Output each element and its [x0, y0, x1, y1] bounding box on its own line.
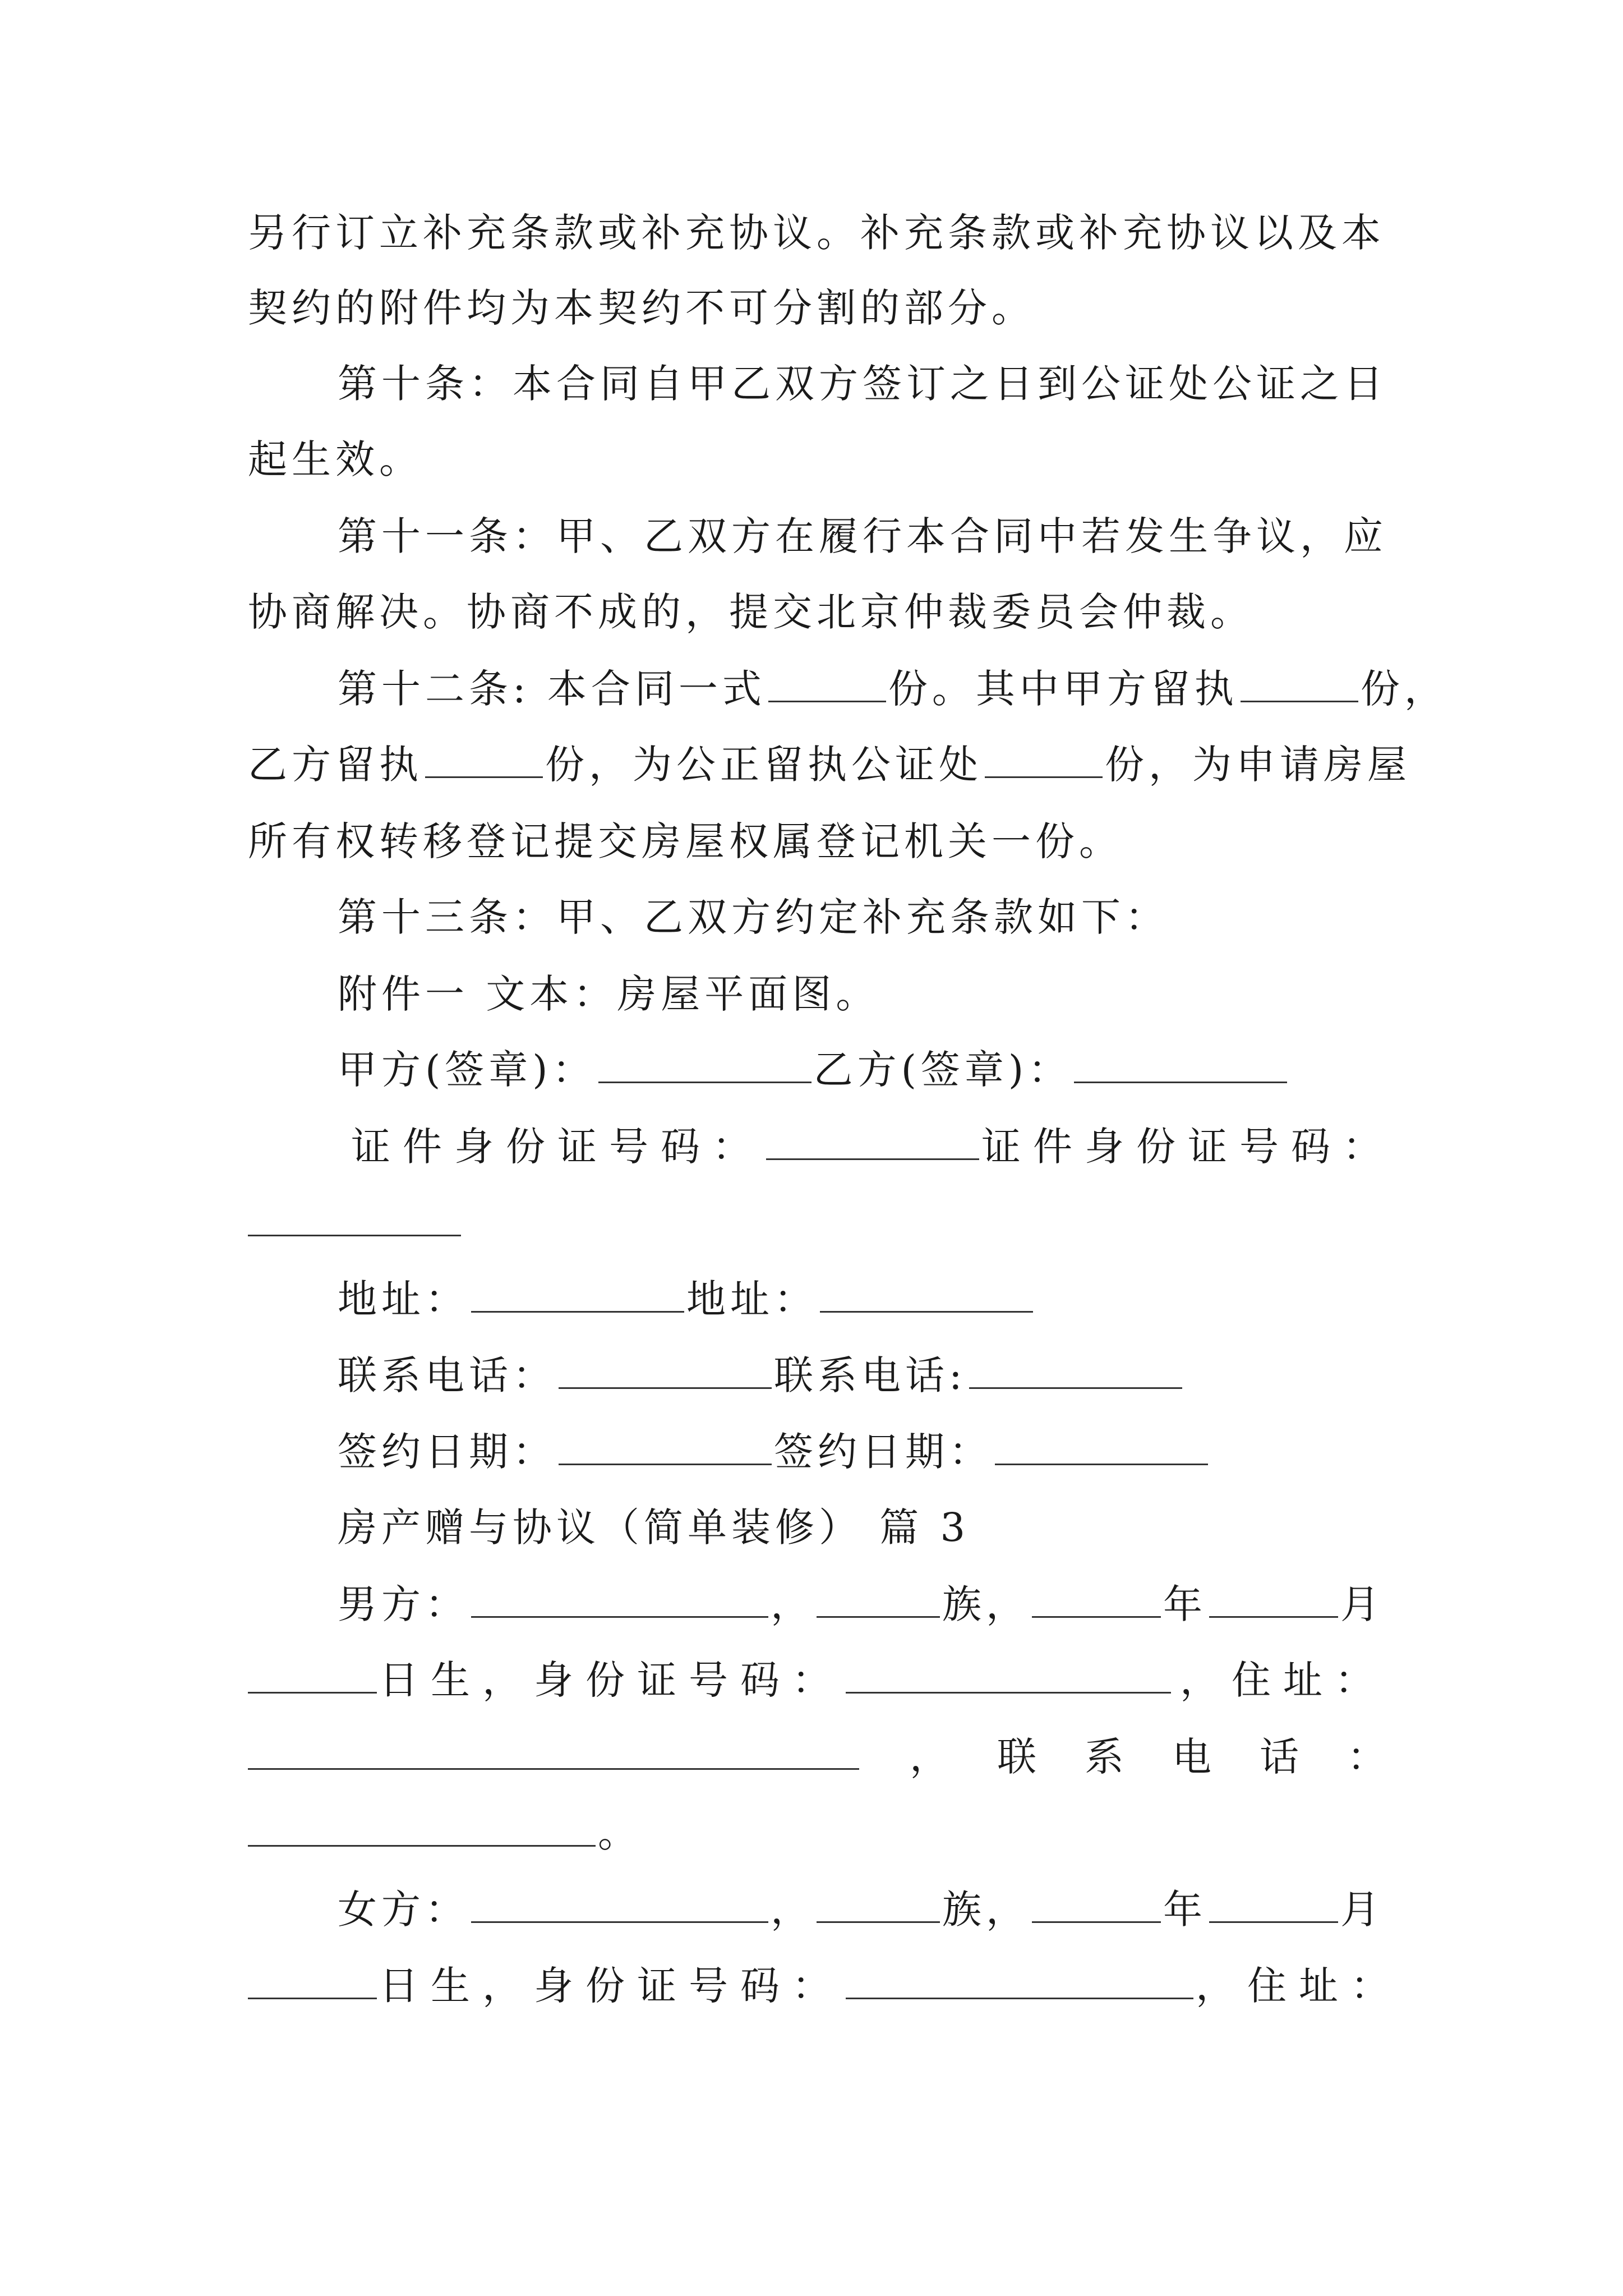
party-b-date-label: 签约日期： [774, 1429, 993, 1475]
article-12-end: 所有权转移登记提交房屋权属登记机关一份。 [248, 818, 1123, 864]
party-b-address-blank[interactable] [820, 1272, 1033, 1313]
husband-phone-blank[interactable] [248, 1806, 596, 1847]
wife-id-label: 日生，身份证号码： [379, 1963, 843, 2009]
husband-name-blank[interactable] [471, 1577, 768, 1618]
party-b-sign-blank[interactable] [1074, 1042, 1287, 1083]
wife-comma: ， [771, 1887, 814, 1932]
section-heading: 房产赠与协议（简单装修） 篇 3 [338, 1504, 970, 1550]
party-b-sign-label: 乙方(签章)： [813, 1047, 1072, 1093]
article-10: 第十条：本合同自甲乙双方签订之日到公证处公证之日 [338, 361, 1387, 407]
date-line [338, 1424, 1210, 1480]
wife-year-label: 年 [1163, 1887, 1207, 1932]
wife-id-blank[interactable] [846, 1958, 1193, 1999]
party-a-id-label: 证件身份证号码： [351, 1124, 764, 1170]
phone-char-1: 联 [997, 1734, 1036, 1780]
husband-phone-line [248, 1805, 642, 1861]
copies-party-a-blank[interactable] [1241, 661, 1358, 702]
phone-line [338, 1347, 1184, 1404]
party-a-id-blank[interactable] [766, 1119, 979, 1160]
address-line [338, 1271, 1035, 1327]
husband-ethnicity-blank[interactable] [817, 1577, 940, 1618]
husband-month-label: 月 [1340, 1581, 1384, 1627]
party-a-address-label: 地址： [338, 1276, 469, 1322]
party-b-id-label: 证件身份证号码： [981, 1124, 1394, 1170]
article-12 [338, 661, 1448, 717]
wife-day-blank[interactable] [248, 1958, 377, 1999]
party-b-phone-label: 联系电话: [774, 1352, 967, 1398]
copies-notary-blank[interactable] [985, 737, 1103, 778]
party-a-sign-label: 甲方(签章)： [338, 1047, 596, 1093]
party-b-date-blank[interactable] [995, 1424, 1208, 1465]
husband-year-label: 年 [1163, 1581, 1207, 1627]
article-12-text-f: 份，为申请房屋 [1105, 742, 1411, 788]
wife-label: 女方： [338, 1887, 469, 1932]
text-line-2: 契约的附件均为本契约不可分割的部分。 [248, 285, 1035, 331]
party-a-sign-blank[interactable] [598, 1042, 811, 1083]
phone-char-2: 系 [1085, 1734, 1124, 1780]
husband-year-blank[interactable] [1032, 1577, 1161, 1618]
husband-label: 男方： [338, 1581, 469, 1627]
article-13: 第十三条：甲、乙双方约定补充条款如下： [338, 894, 1169, 940]
husband-month-blank[interactable] [1209, 1577, 1338, 1618]
husband-address-line [248, 1729, 1386, 1785]
wife-address-label: ，住址： [1196, 1963, 1402, 2009]
party-a-phone-label: 联系电话： [338, 1352, 556, 1398]
article-11: 第十一条：甲、乙双方在履行本合同中若发生争议，应 [338, 513, 1387, 559]
party-a-phone-blank[interactable] [559, 1348, 772, 1389]
id-number-line [351, 1119, 1394, 1175]
husband-ethnicity-label: 族， [942, 1581, 1030, 1627]
husband-address-blank[interactable] [248, 1729, 859, 1770]
husband-comma: ， [771, 1581, 814, 1627]
article-12-text-a: 第十二条: 本合同一式 [338, 666, 766, 712]
husband-id-blank[interactable] [846, 1653, 1171, 1694]
attachment-1: 附件一 文本：房屋平面图。 [338, 971, 880, 1017]
copies-party-b-blank[interactable] [425, 737, 543, 778]
husband-address-label: ，住址： [1180, 1657, 1386, 1703]
wife-id-line [248, 1958, 1402, 2014]
phone-char-4: 话 [1260, 1734, 1299, 1780]
article-12-cont [248, 737, 1411, 793]
article-12-text-d: 乙方留执 [248, 742, 423, 788]
husband-id-line [248, 1652, 1386, 1708]
phone-char-3: 电 [1172, 1734, 1211, 1780]
wife-line [338, 1881, 1384, 1938]
wife-ethnicity-label: 族， [942, 1887, 1030, 1932]
phone-colon: ： [1347, 1734, 1386, 1780]
signature-line [338, 1042, 1289, 1098]
article-11-cont: 协商解决。协商不成的，提交北京仲裁委员会仲裁。 [248, 589, 1254, 635]
husband-line [338, 1576, 1384, 1632]
party-b-address-label: 地址： [686, 1276, 818, 1322]
article-12-text-b: 份。其中甲方留执 [888, 666, 1238, 712]
wife-year-blank[interactable] [1032, 1882, 1161, 1923]
party-b-phone-blank[interactable] [969, 1348, 1182, 1389]
article-12-text-e: 份，为公正留执公证处 [545, 742, 983, 788]
text-line-1: 另行订立补充条款或补充协议。补充条款或补充协议以及本 [248, 210, 1385, 256]
party-a-address-blank[interactable] [471, 1272, 684, 1313]
party-a-date-blank[interactable] [559, 1424, 772, 1465]
wife-month-blank[interactable] [1209, 1882, 1338, 1923]
wife-month-label: 月 [1340, 1887, 1384, 1932]
party-a-date-label: 签约日期： [338, 1429, 556, 1475]
article-12-text-c: 份， [1360, 666, 1448, 712]
wife-name-blank[interactable] [471, 1882, 768, 1923]
article-10-cont: 起生效。 [248, 436, 423, 482]
husband-address-comma: ， [910, 1734, 949, 1780]
husband-id-label: 日生，身份证号码： [379, 1657, 843, 1703]
id-number-line-cont [248, 1195, 463, 1251]
husband-phone-period: 。 [598, 1810, 642, 1856]
party-b-id-blank[interactable] [248, 1195, 461, 1236]
wife-ethnicity-blank[interactable] [817, 1882, 940, 1923]
copies-total-blank[interactable] [768, 661, 886, 702]
husband-day-blank[interactable] [248, 1653, 377, 1694]
